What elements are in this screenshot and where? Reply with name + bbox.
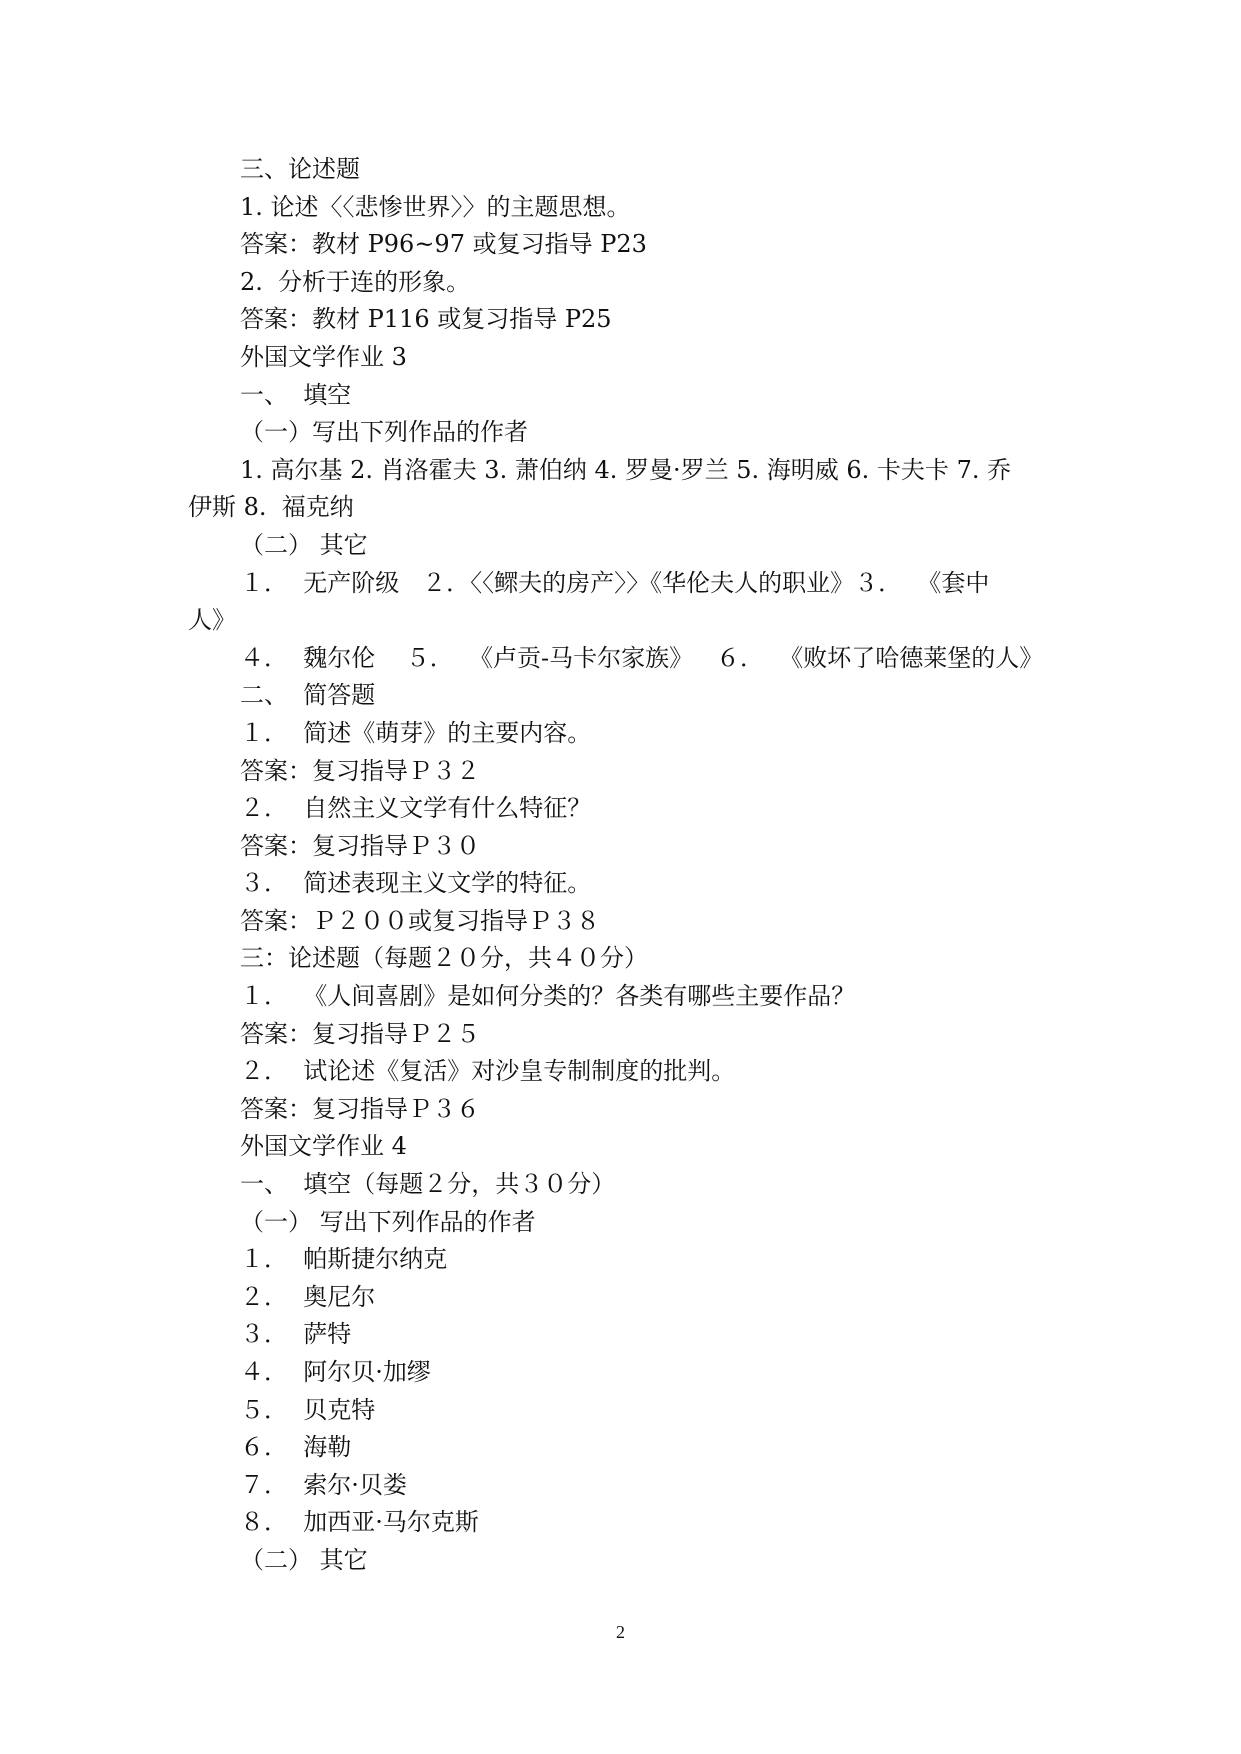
text-line: ７． 索尔·贝娄 xyxy=(240,1470,407,1499)
text-line: ５． 贝克特 xyxy=(240,1395,376,1424)
text-line: １． 无产阶级 ２．〈〈鳏夫的房产〉〉《华伦夫人的职业》３． 《套中 xyxy=(240,568,990,597)
text-line: （一）写出下列作品的作者 xyxy=(240,418,528,447)
text-line: １． 简述《萌芽》的主要内容。 xyxy=(240,718,592,747)
text-line: 1. 论述〈〈悲惨世界〉〉的主题思想。 xyxy=(240,192,631,221)
text-line: 一、 填空 xyxy=(240,380,352,409)
text-line: 答案：复习指导Ｐ３０ xyxy=(240,831,480,860)
text-line: ２． 试论述《复活》对沙皇专制制度的批判。 xyxy=(240,1057,736,1086)
text-line: 答案：Ｐ２００或复习指导Ｐ３８ xyxy=(240,906,600,935)
text-line: 人》 xyxy=(188,606,236,635)
text-line: 伊斯 8. 福克纳 xyxy=(188,493,354,522)
page-number: 2 xyxy=(616,1622,625,1642)
text-line: （二） 其它 xyxy=(240,1545,368,1574)
text-line: 2. 分析于连的形象。 xyxy=(240,267,471,296)
text-line: 外国文学作业 3 xyxy=(240,342,407,371)
document-body xyxy=(188,151,1068,1580)
text-line: ３． 简述表现主义文学的特征。 xyxy=(240,869,592,898)
text-line: ２． 自然主义文学有什么特征？ xyxy=(240,794,592,823)
text-line: 三：论述题（每题２０分，共４０分） xyxy=(240,944,648,973)
text-line: ４． 魏尔伦 ５． 《卢贡-马卡尔家族》 ６． 《败坏了哈德莱堡的人》 xyxy=(240,643,1044,672)
text-line: ３． 萨特 xyxy=(240,1320,352,1349)
text-line: 二、 简答题 xyxy=(240,681,376,710)
text-line: 答案：复习指导Ｐ３２ xyxy=(240,756,480,785)
text-line: （一） 写出下列作品的作者 xyxy=(240,1207,536,1236)
text-line: 答案：复习指导Ｐ３６ xyxy=(240,1094,480,1123)
text-line: 外国文学作业 4 xyxy=(240,1132,407,1161)
text-line: ４． 阿尔贝·加缪 xyxy=(240,1358,431,1386)
text-line: 1. 高尔基 2. 肖洛霍夫 3. 萧伯纳 4. 罗曼·罗兰 5. 海明威 6. 卡夫卡 7. 乔 xyxy=(240,455,1012,484)
text-line: １． 《人间喜剧》是如何分类的？各类有哪些主要作品？ xyxy=(240,982,856,1011)
text-line: １． 帕斯捷尔纳克 xyxy=(240,1245,448,1274)
text-line: 答案：教材 P96~97 或复习指导 P23 xyxy=(240,230,647,259)
text-line: ８． 加西亚·马尔克斯 xyxy=(240,1508,479,1537)
text-line: （二） 其它 xyxy=(240,530,368,559)
text-line: ６． 海勒 xyxy=(240,1433,352,1462)
text-line: 答案：教材 P116 或复习指导 P25 xyxy=(240,305,612,334)
text-line: 三、论述题 xyxy=(240,155,360,183)
text-line: 一、 填空（每题２分，共３０分） xyxy=(240,1170,616,1199)
text-line: ２． 奥尼尔 xyxy=(240,1282,376,1311)
text-line: 答案：复习指导Ｐ２５ xyxy=(240,1019,480,1048)
